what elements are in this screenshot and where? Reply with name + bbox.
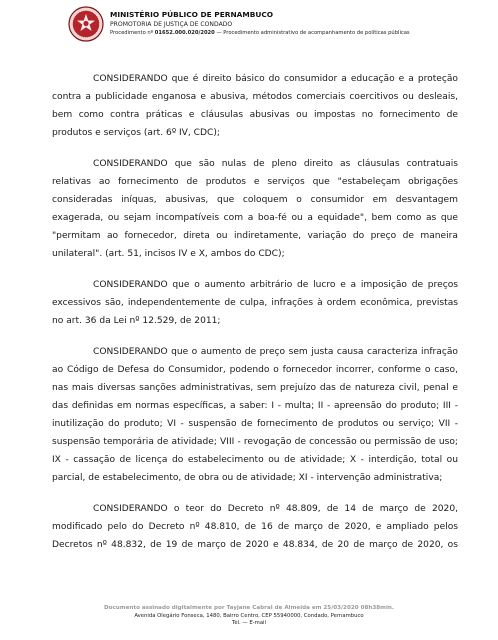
paragraph-decrees: CONSIDERANDO o teor do Decreto nº 48.809, de 14 de março de 2020, modificado pelo do Decreto nº 48.810, de 16 de março de 2020, e ampliado pelos Decretos nº 48.832, de 19 de março de 2020 e 48.834, de 20 de março de 2020, os (52, 504, 458, 550)
mppe-seal-logo (68, 6, 104, 42)
office-address: Avenida Olegário Fonseca, 1480, Bairro Centro, CEP 55940000, Condado, Pernambuco (134, 613, 364, 619)
procedure-description: — Procedimento administrativo de acompanhamento de políticas públicas (216, 30, 410, 36)
paragraph-consumer-rights: CONSIDERANDO que é direito básico do consumidor a educação e a proteção contra a publicidade enganosa e abusiva, métodos comerciais coercitivos ou desleais, bem como contra práticas e cláusulas abusivas ou impostas no fornecimento de produtos e serviços (art. 6º IV, CDC); (52, 74, 458, 138)
office-subtitle: PROMOTORIA DE JUSTIÇA DE CONDADO (110, 21, 233, 28)
paragraph-administrative-sanctions: CONSIDERANDO que o aumento de preço sem justa causa caracteriza infração ao Código de Defesa do Consumidor, podendo o fornecedor incorrer, conforme o caso, nas mais diversas sanções administrativas, sem prejuízo das de natureza civil, penal e das definidas em normas específicas, a saber: I - multa; II - apreensão do produto; III - inutilização do produto; VI - suspensão de fornecimento de produtos ou serviço; VII - suspensão temporária de atividade; VIII - revogação de concessão ou permissão de uso; IX - cassação de licença do estabelecimento ou de atividade; X - interdição, total ou parcial, de estabelecimento, de obra ou de atividade; XI - intervenção administrativa; (52, 347, 458, 483)
procedure-line (110, 29, 490, 38)
institution-title: MINISTÉRIO PÚBLICO DE PERNAMBUCO (110, 10, 274, 19)
document-footer (0, 604, 498, 627)
paragraph-null-clauses: CONSIDERANDO que são nulas de pleno direito as cláusulas contratuais relativas ao fornecimento de produtos e serviços que "estabeleçam obrigações consideradas iníquas, abusivas, que coloquem o consumidor em desvantagem exagerada, ou sejam incompatíveis com a boa-fé ou a equidade", bem como as que "permitam ao fornecedor, direta ou indiretamente, variação do preço de maneira unilateral". (art. 51, incisos IV e X, ambos do CDC); (52, 159, 458, 259)
procedure-number: 01652.000.020/2020 (154, 30, 215, 36)
office-contact: Tel. — E-mail (231, 620, 267, 626)
paragraph-economic-infractions: CONSIDERANDO que o aumento arbitrário de lucro e a imposição de preços excessivos são, independentemente de culpa, infrações à ordem econômica, previstas no art. 36 da Lei nº 12.529, de 2011; (52, 280, 458, 326)
procedure-prefix: Procedimento nº (110, 30, 154, 36)
digital-signature-notice: Documento assinado digitalmente por Tayjane Cabral de Almeida em 25/03/2020 08h38min. (104, 605, 394, 611)
document-body (52, 70, 458, 554)
document-header (68, 6, 488, 52)
